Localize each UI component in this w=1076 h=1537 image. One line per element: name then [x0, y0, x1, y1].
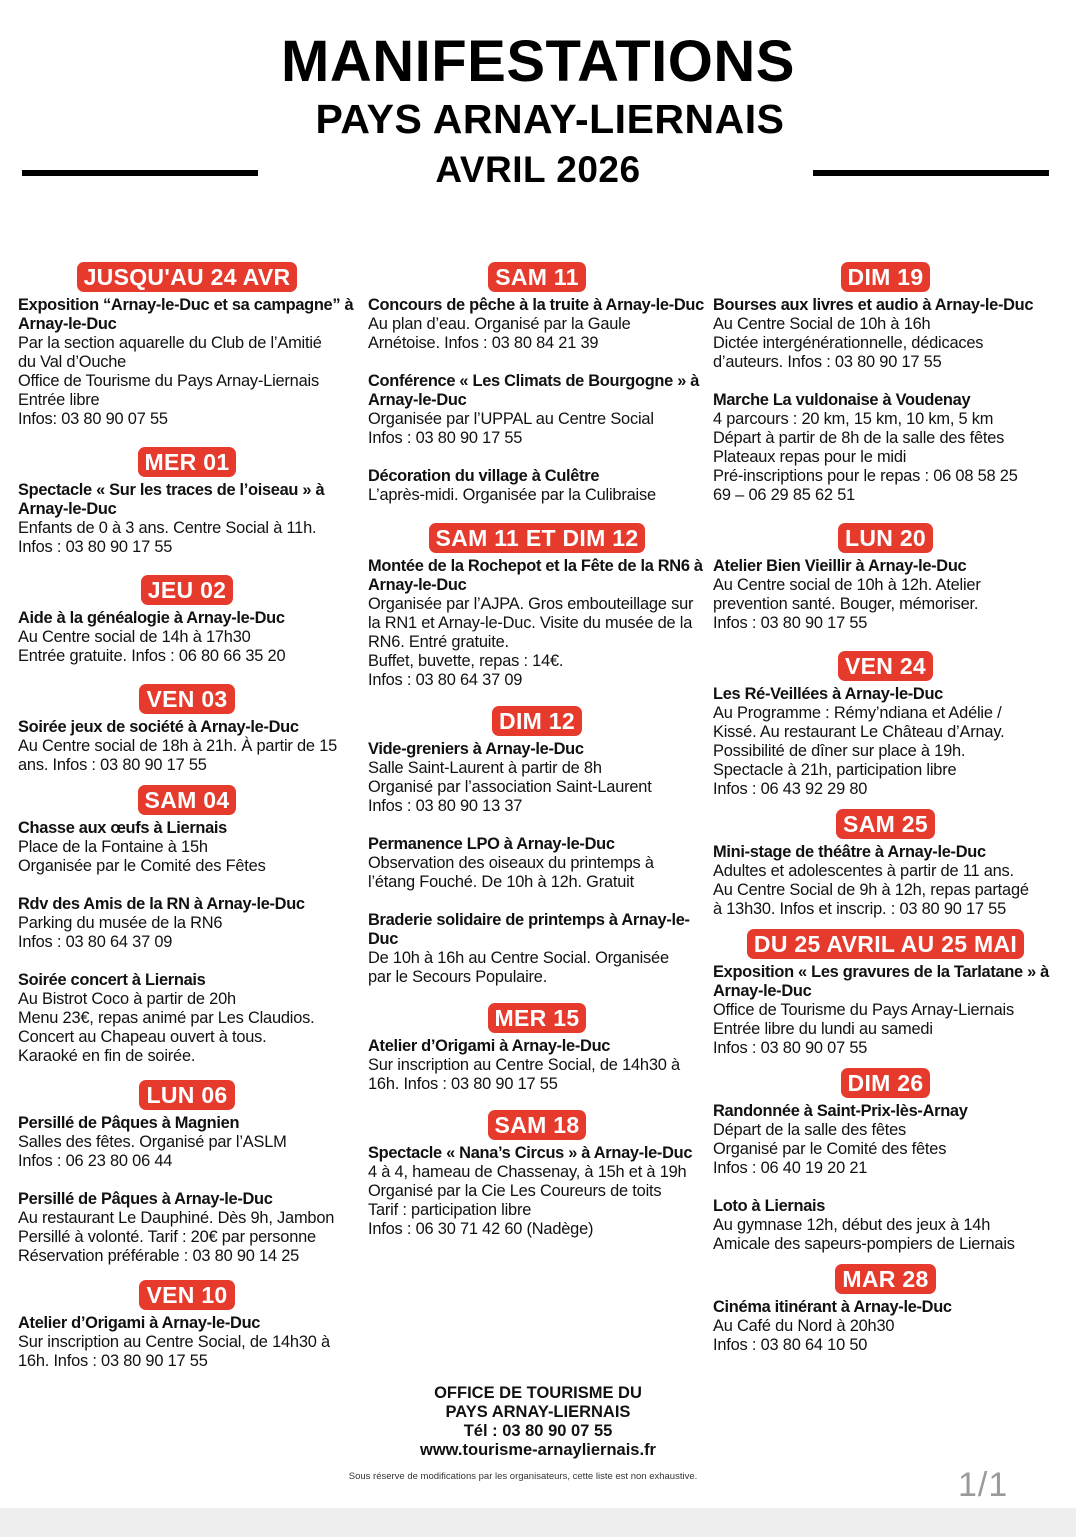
- event-title: Conférence « Les Climats de Bourgogne » à Arnay-le-Duc: [368, 372, 700, 409]
- event-item: [18, 718, 356, 775]
- event-title: Permanence LPO à Arnay-le-Duc: [368, 835, 615, 853]
- event-item: [713, 296, 1058, 372]
- event-details: Au Centre social de 14h à 17h30 Entrée gratuite. Infos : 06 80 66 35 20: [18, 628, 286, 665]
- date-badge: SAM 11: [488, 262, 586, 292]
- event-title: Soirée jeux de société à Arnay-le-Duc: [18, 718, 299, 736]
- event-item: [368, 557, 706, 690]
- date-badge-wrap: [368, 1110, 706, 1140]
- date-badge-wrap: [713, 929, 1058, 959]
- date-badge: DU 25 AVRIL AU 25 MAI: [747, 929, 1024, 959]
- event-details: De 10h à 16h au Centre Social. Organisée par le Secours Populaire.: [368, 949, 669, 986]
- date-badge-wrap: [713, 262, 1058, 292]
- event-details: Salle Saint-Laurent à partir de 8h Organisé par l’association Saint-Laurent Infos : 03 80 90 13 37: [368, 759, 652, 815]
- event-item: [368, 467, 706, 505]
- event-item: [18, 819, 356, 876]
- event-details: Au restaurant Le Dauphiné. Dès 9h, Jambon Persillé à volonté. Tarif : 20€ par personne Réservation préférable : 03 80 90 14 25: [18, 1209, 335, 1265]
- event-details: Au Bistrot Coco à partir de 20h Menu 23€, repas animé par Les Claudios. Concert au Chapeau ouvert à tous. Karaoké en fin de soirée.: [18, 990, 315, 1065]
- event-details: Organisée par l’UPPAL au Centre Social Infos : 03 80 90 17 55: [368, 410, 654, 447]
- date-badge-wrap: [713, 523, 1058, 553]
- event-item: [368, 740, 706, 816]
- event-item: [18, 1314, 356, 1371]
- office-phone: Tél : 03 80 90 07 55: [463, 1422, 613, 1440]
- event-title: Persillé de Pâques à Magnien: [18, 1114, 240, 1132]
- agenda-column-2: [368, 262, 706, 1239]
- event-item: [368, 372, 706, 448]
- event-item: [18, 895, 356, 952]
- event-item: [18, 609, 356, 666]
- event-title: Soirée concert à Liernais: [18, 971, 206, 989]
- date-badge: SAM 11 ET DIM 12: [429, 523, 646, 553]
- date-badge-wrap: [368, 1003, 706, 1033]
- event-details: Départ de la salle des fêtes Organisé par le Comité des fêtes Infos : 06 40 19 20 21: [713, 1121, 947, 1177]
- event-item: [713, 963, 1058, 1058]
- event-item: [713, 391, 1058, 505]
- date-badge: LUN 06: [139, 1080, 234, 1110]
- date-badge: MER 01: [138, 447, 237, 477]
- tourism-office-contact: [360, 1384, 716, 1460]
- page-title: MANIFESTATIONS: [281, 29, 795, 94]
- event-title: Exposition « Les gravures de la Tarlatane » à Arnay-le-Duc: [713, 963, 1050, 1000]
- event-item: [368, 835, 706, 892]
- event-item: [368, 1037, 706, 1094]
- date-badge: VEN 03: [139, 684, 234, 714]
- date-badge-wrap: [18, 785, 356, 815]
- office-name-line2: PAYS ARNAY-LIERNAIS: [445, 1403, 631, 1421]
- event-item: [18, 1114, 356, 1171]
- event-details: Organisée par l’AJPA. Gros embouteillage sur la RN1 et Arnay-le-Duc. Visite du musée de la RN6. Entré gratuite. Buffet, buvette, repas : 14€. Infos : 03 80 64 37 09: [368, 595, 694, 689]
- event-item: [18, 971, 356, 1066]
- event-details: L’après-midi. Organisée par la Culibraise: [368, 486, 656, 504]
- event-details: Enfants de 0 à 3 ans. Centre Social à 11h. Infos : 03 80 90 17 55: [18, 519, 317, 556]
- event-title: Aide à la généalogie à Arnay-le-Duc: [18, 609, 285, 627]
- event-item: [368, 1144, 706, 1239]
- date-badge: MAR 28: [835, 1264, 935, 1294]
- event-details: Au gymnase 12h, début des jeux à 14h Amicale des sapeurs-pompiers de Liernais: [713, 1216, 1015, 1253]
- date-badge-wrap: [18, 447, 356, 477]
- event-title: Concours de pêche à la truite à Arnay-le-Duc: [368, 296, 704, 314]
- event-details: Sur inscription au Centre Social, de 14h30 à 16h. Infos : 03 80 90 17 55: [18, 1333, 330, 1370]
- event-title: Exposition “Arnay-le-Duc et sa campagne” à Arnay-le-Duc: [18, 296, 354, 333]
- event-details: Office de Tourisme du Pays Arnay-Liernais Entrée libre du lundi au samedi Infos : 03 80 90 07 55: [713, 1001, 1014, 1057]
- date-badge-wrap: [713, 1264, 1058, 1294]
- page-indicator: 1/1: [958, 1466, 1009, 1504]
- event-item: [713, 685, 1058, 799]
- date-badge: SAM 18: [488, 1110, 587, 1140]
- event-title: Spectacle « Sur les traces de l’oiseau » à Arnay-le-Duc: [18, 481, 325, 518]
- event-title: Randonnée à Saint-Prix-lès-Arnay: [713, 1102, 968, 1120]
- event-details: Place de la Fontaine à 15h Organisée par le Comité des Fêtes: [18, 838, 266, 875]
- event-item: [713, 1102, 1058, 1178]
- event-item: [713, 1197, 1058, 1254]
- date-badge-wrap: [368, 523, 706, 553]
- date-badge: DIM 12: [492, 706, 582, 736]
- event-details: Au Café du Nord à 20h30 Infos : 03 80 64 10 50: [713, 1317, 895, 1354]
- event-details: Sur inscription au Centre Social, de 14h30 à 16h. Infos : 03 80 90 17 55: [368, 1056, 680, 1093]
- date-badge: VEN 24: [838, 651, 933, 681]
- event-title: Atelier d’Origami à Arnay-le-Duc: [18, 1314, 261, 1332]
- event-title: Les Ré-Veillées à Arnay-le-Duc: [713, 685, 943, 703]
- date-badge-wrap: [18, 262, 356, 292]
- event-details: Au plan d’eau. Organisé par la Gaule Arnétoise. Infos : 03 80 84 21 39: [368, 315, 631, 352]
- office-name-line1: OFFICE DE TOURISME DU: [434, 1384, 642, 1402]
- event-item: [18, 1190, 356, 1266]
- date-badge-wrap: [18, 1280, 356, 1310]
- event-title: Cinéma itinérant à Arnay-le-Duc: [713, 1298, 952, 1316]
- event-item: [713, 1298, 1058, 1355]
- event-title: Chasse aux œufs à Liernais: [18, 819, 228, 837]
- date-badge: DIM 26: [841, 1068, 931, 1098]
- event-details: Observation des oiseaux du printemps à l’étang Fouché. De 10h à 12h. Gratuit: [368, 854, 654, 891]
- office-website-link[interactable]: www.tourisme-arnayliernais.fr: [420, 1441, 656, 1459]
- event-details: Salles des fêtes. Organisé par l’ASLM Infos : 06 23 80 06 44: [18, 1133, 287, 1170]
- date-badge: MER 15: [488, 1003, 587, 1033]
- event-title: Montée de la Rochepot et la Fête de la RN6 à Arnay-le-Duc: [368, 557, 703, 594]
- page-subtitle: PAYS ARNAY-LIERNAIS: [315, 96, 785, 142]
- event-title: Atelier d’Origami à Arnay-le-Duc: [368, 1037, 611, 1055]
- date-badge: JUSQU'AU 24 AVR: [77, 262, 298, 292]
- date-badge: JEU 02: [141, 575, 234, 605]
- event-title: Marche La vuldonaise à Voudenay: [713, 391, 971, 409]
- date-badge: DIM 19: [841, 262, 931, 292]
- month-heading: AVRIL 2026: [435, 149, 641, 190]
- event-details: Au Centre Social de 10h à 16h Dictée intergénérationnelle, dédicaces d’auteurs. Infos : 03 80 90 17 55: [713, 315, 984, 371]
- event-item: [18, 296, 356, 429]
- date-badge: SAM 25: [836, 809, 935, 839]
- event-title: Spectacle « Nana’s Circus » à Arnay-le-Duc: [368, 1144, 693, 1162]
- event-item: [713, 843, 1058, 919]
- event-details: 4 parcours : 20 km, 15 km, 10 km, 5 km Départ à partir de 8h de la salle des fêtes Plateaux repas pour le midi Pré-inscriptions pour le repas : 06 08 58 25 69 – 06 29 85 62 51: [713, 410, 1018, 504]
- event-details: Adultes et adolescentes à partir de 11 ans. Au Centre Social de 9h à 12h, repas partagé à 13h30. Infos et inscrip. : 03 80 90 17 55: [713, 862, 1029, 918]
- date-badge: SAM 04: [138, 785, 237, 815]
- date-badge: VEN 10: [139, 1280, 234, 1310]
- event-title: Décoration du village à Culêtre: [368, 467, 600, 485]
- event-title: Bourses aux livres et audio à Arnay-le-Duc: [713, 296, 1034, 314]
- event-title: Braderie solidaire de printemps à Arnay-le- Duc: [368, 911, 690, 948]
- event-details: Par la section aquarelle du Club de l’Amitié du Val d’Ouche Office de Tourisme du Pays Arnay-Liernais Entrée libre Infos: 03 80 90 07 55: [18, 334, 322, 428]
- event-title: Vide-greniers à Arnay-le-Duc: [368, 740, 584, 758]
- event-title: Atelier Bien Vieillir à Arnay-le-Duc: [713, 557, 967, 575]
- event-item: [18, 481, 356, 557]
- event-title: Loto à Liernais: [713, 1197, 826, 1215]
- title-rule-right: [813, 170, 1049, 176]
- event-title: Rdv des Amis de la RN à Arnay-le-Duc: [18, 895, 305, 913]
- date-badge-wrap: [368, 706, 706, 736]
- date-badge-wrap: [713, 809, 1058, 839]
- date-badge-wrap: [18, 1080, 356, 1110]
- agenda-column-1: [18, 262, 356, 1371]
- agenda-column-3: [713, 262, 1058, 1355]
- event-details: Au Centre social de 18h à 21h. À partir de 15 ans. Infos : 03 80 90 17 55: [18, 737, 338, 774]
- disclaimer-note: Sous réserve de modifications par les organisateurs, cette liste est non exhaustive.: [348, 1471, 698, 1482]
- date-badge-wrap: [368, 262, 706, 292]
- event-title: Persillé de Pâques à Arnay-le-Duc: [18, 1190, 273, 1208]
- event-details: 4 à 4, hameau de Chassenay, à 15h et à 19h Organisé par la Cie Les Coureurs de toits Tarif : participation libre Infos : 06 30 71 42 60 (Nadège): [368, 1163, 687, 1238]
- event-details: Parking du musée de la RN6 Infos : 03 80 64 37 09: [18, 914, 223, 951]
- date-badge-wrap: [18, 575, 356, 605]
- event-item: [713, 557, 1058, 633]
- date-badge-wrap: [713, 1068, 1058, 1098]
- event-details: Au Programme : Rémy’ndiana et Adélie / Kissé. Au restaurant Le Château d’Arnay. Possibilité de dîner sur place à 19h. Spectacle à 21h, participation libre Infos : 06 43 92 29 80: [713, 704, 1005, 798]
- date-badge-wrap: [713, 651, 1058, 681]
- event-title: Mini-stage de théâtre à Arnay-le-Duc: [713, 843, 986, 861]
- viewer-bottom-bar: [0, 1508, 1076, 1537]
- date-badge: LUN 20: [838, 523, 933, 553]
- date-badge-wrap: [18, 684, 356, 714]
- event-item: [368, 296, 706, 353]
- event-item: [368, 911, 706, 987]
- event-details: Au Centre social de 10h à 12h. Atelier prevention santé. Bouger, mémoriser. Infos : 03 80 90 17 55: [713, 576, 981, 632]
